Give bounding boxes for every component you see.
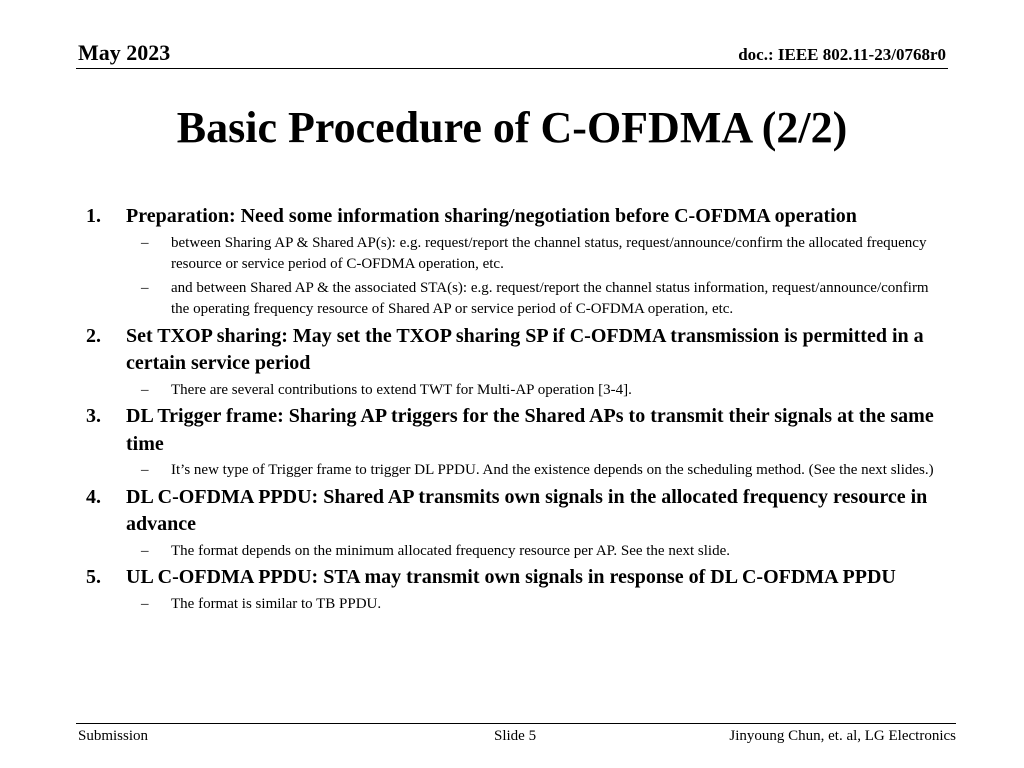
header-doc-id: doc.: IEEE 802.11-23/0768r0 bbox=[738, 45, 946, 64]
list-item-number: 3. bbox=[86, 405, 101, 427]
sub-bullet bbox=[126, 278, 946, 321]
sub-bullet-text: There are several contributions to extend TWT for Multi-AP operation [3-4]. bbox=[171, 381, 632, 398]
sub-bullet bbox=[126, 233, 946, 276]
slide-body bbox=[86, 203, 946, 615]
header-divider bbox=[76, 68, 948, 69]
dash-bullet-icon: – bbox=[141, 381, 149, 398]
dash-bullet-icon: – bbox=[141, 462, 149, 478]
dash-bullet-icon: – bbox=[141, 595, 149, 612]
sub-bullet-text: It’s new type of Trigger frame to trigger DL PPDU. And the existence depends on the scheduling method. (See the next slides.) bbox=[171, 462, 934, 478]
sub-bullet bbox=[126, 380, 946, 402]
sub-bullet bbox=[126, 594, 946, 616]
list-item bbox=[86, 323, 946, 402]
slide-title: Basic Procedure of C-OFDMA (2/2) bbox=[176, 103, 848, 152]
list-item-text: DL C-OFDMA PPDU: Shared AP transmits own signals in the allocated frequency resource in advance bbox=[126, 485, 928, 535]
list-item-number: 1. bbox=[86, 205, 101, 227]
list-item-number: 2. bbox=[86, 324, 101, 347]
list-item bbox=[86, 564, 946, 615]
list-item-text: Preparation: Need some information sharing/negotiation before C-OFDMA operation bbox=[126, 205, 857, 227]
footer-author: Jinyoung Chun, et. al, LG Electronics bbox=[729, 728, 956, 744]
sub-bullet-text: between Sharing AP & Shared AP(s): e.g. request/report the channel status, request/announce/confirm the allocated frequency resource or service period of C-OFDMA operation, etc. bbox=[171, 234, 927, 272]
footer-submission: Submission bbox=[78, 728, 149, 744]
list-item bbox=[86, 403, 946, 482]
list-item-text: Set TXOP sharing: May set the TXOP sharing SP if C-OFDMA transmission is permitted in a certain service period bbox=[126, 324, 924, 374]
dash-bullet-icon: – bbox=[141, 279, 149, 296]
dash-bullet-icon: – bbox=[141, 234, 149, 251]
list-item-text: DL Trigger frame: Sharing AP triggers for the Shared APs to transmit their signals at the same time bbox=[126, 405, 934, 455]
sub-bullet-text: The format is similar to TB PPDU. bbox=[171, 595, 382, 612]
list-item-text: UL C-OFDMA PPDU: STA may transmit own signals in response of DL C-OFDMA PPDU bbox=[126, 566, 896, 588]
sub-bullet-text: The format depends on the minimum allocated frequency resource per AP. See the next slide. bbox=[171, 542, 730, 559]
footer-slide-number: Slide 5 bbox=[494, 728, 537, 744]
list-item bbox=[86, 203, 946, 321]
list-item bbox=[86, 484, 946, 563]
list-item-number: 5. bbox=[86, 566, 101, 588]
sub-bullet bbox=[126, 460, 946, 482]
sub-bullet bbox=[126, 541, 946, 563]
dash-bullet-icon: – bbox=[141, 542, 149, 559]
footer-divider bbox=[76, 723, 956, 724]
list-item-number: 4. bbox=[86, 485, 101, 508]
sub-bullet-text: and between Shared AP & the associated STA(s): e.g. request/report the channel status information, request/announce/confirm the operating frequency resource of Shared AP or service period of C-OFDMA operation, etc. bbox=[171, 279, 929, 317]
header-date: May 2023 bbox=[78, 40, 171, 65]
